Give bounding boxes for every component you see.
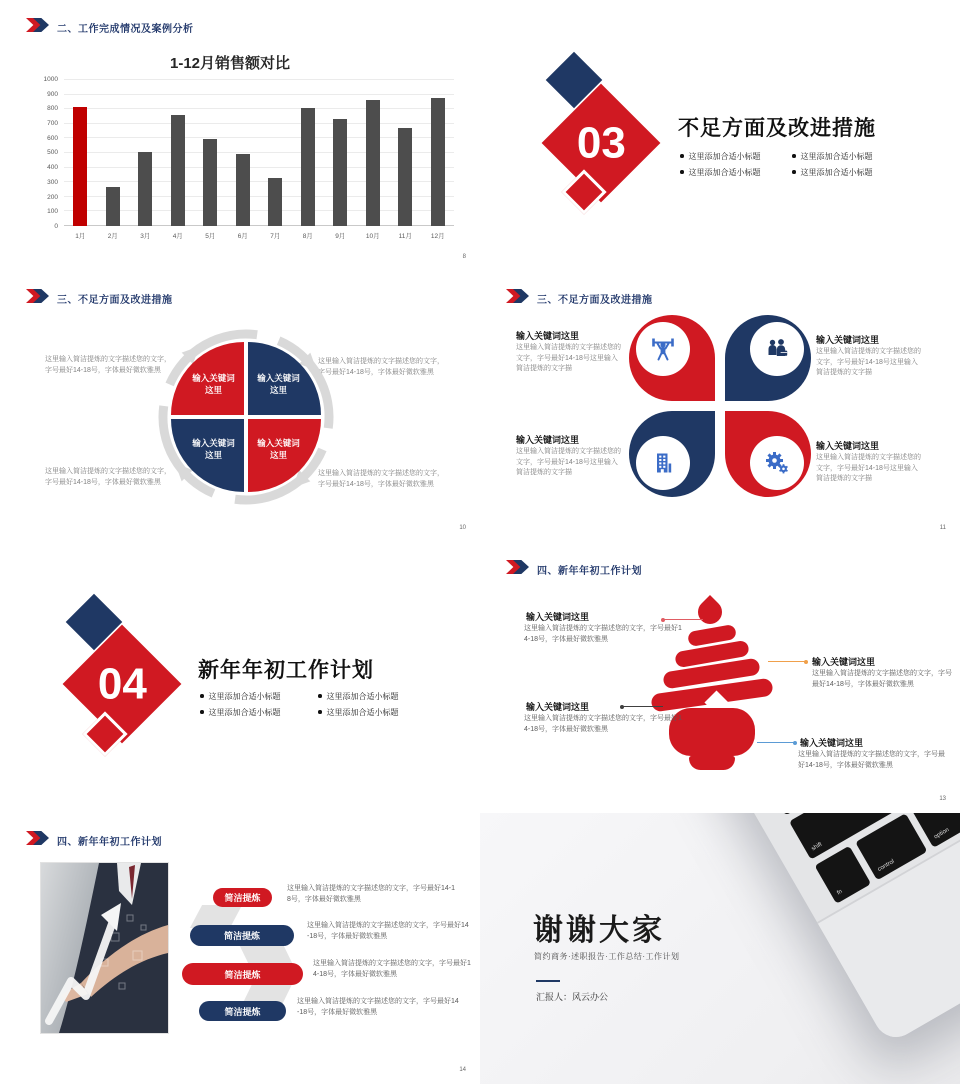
callout-connector (768, 661, 806, 662)
section-title: 新年年初工作计划 (198, 659, 374, 682)
pill-label: 简洁提炼 (199, 1001, 286, 1021)
thanks-subtitle: 简约商务·述职报告·工作总结·工作计划 (534, 952, 680, 961)
callout-heading: 输入关键词这里 (526, 612, 590, 622)
callout-connector (622, 706, 663, 707)
callout-heading: 输入关键词这里 (526, 702, 590, 712)
header-title: 三、不足方面及改进措施 (57, 295, 173, 306)
bullet-item: 这里添加合适小标题 (200, 704, 318, 720)
keyword-heading: 输入关键词这里 (816, 441, 880, 451)
callout-heading: 输入关键词这里 (800, 738, 864, 748)
slide-12-divider[interactable] (0, 542, 480, 813)
slide-14-plan[interactable] (0, 813, 480, 1084)
page-number: 13 (939, 796, 946, 802)
pill-description: 这里输入简洁提炼的文字描述您的文字，字号最好14-18号，字体最好微软雅黑 (297, 998, 459, 1016)
slide-11-petals[interactable] (480, 271, 960, 542)
callout-connector (757, 742, 795, 743)
slide-15-thanks[interactable] (480, 813, 960, 1084)
section-number: 04 (97, 658, 147, 708)
bullet-item: 这里添加合适小标题 (318, 688, 436, 704)
pill-label: 简洁提炼 (182, 963, 303, 985)
page-number: 11 (939, 525, 946, 531)
header-title: 三、不足方面及改进措施 (537, 295, 653, 306)
pill-label: 简洁提炼 (213, 888, 272, 907)
chart-y-axis: 1000 900 800 700 600 500 400 300 200 100 0 (43, 76, 58, 230)
petal-shape (725, 411, 811, 497)
header-title: 二、工作完成情况及案例分析 (57, 24, 194, 35)
chevron-double-icon (506, 289, 529, 308)
header-title: 四、新年年初工作计划 (537, 566, 642, 577)
slide-9-divider[interactable] (480, 0, 960, 271)
chart-x-labels: 1月 2月 3月 4月 5月 6月 7月 8月 9月 10月 11月 12月 (75, 233, 445, 240)
page-number: 8 (462, 254, 466, 260)
pill-description: 这里输入简洁提炼的文字描述您的文字，字号最好14-18号，字体最好微软雅黑 (287, 885, 456, 903)
chevron-double-icon (26, 289, 49, 308)
slide-header (506, 289, 653, 308)
quadrant-keyword: 输入关键词 这里 (248, 342, 321, 415)
description-text: 这里输入简洁提炼的文字描述您的文字， 字号最好14-18号，字体最好微软雅黑 (45, 356, 171, 374)
presenter-name: 汇报人：风云办公 (536, 992, 609, 1002)
petal-shape (629, 315, 715, 401)
weightlifter-icon (636, 322, 690, 376)
keyword-body: 这里输入简洁提炼的文字描述您的文字，字号最好14-18号这里输入简洁提炼的文字描 (816, 348, 921, 376)
quadrant-keyword: 输入关键词 这里 (171, 342, 244, 415)
building-icon (636, 436, 690, 490)
thanks-title: 谢谢大家 (533, 914, 665, 947)
callout-heading: 输入关键词这里 (812, 657, 876, 667)
bullet-item: 这里添加合适小标题 (792, 164, 904, 180)
quadrant-keyword: 输入关键词 这里 (171, 419, 244, 492)
slide-header (506, 560, 642, 579)
keyword-body: 这里输入简洁提炼的文字描述您的文字，字号最好14-18号这里输入简洁提炼的文字描 (516, 344, 621, 372)
petal-diagram (629, 315, 811, 497)
pill-description: 这里输入简洁提炼的文字描述您的文字，字号最好14-18号，字体最好微软雅黑 (313, 960, 471, 978)
bullet-item: 这里添加合适小标题 (680, 164, 792, 180)
bullet-item: 这里添加合适小标题 (680, 148, 792, 164)
page-number: 14 (459, 1067, 466, 1073)
callout-body: 这里输入简洁提炼的文字描述您的文字，字号最好14-18号，字体最好微软雅黑 (798, 751, 945, 769)
section-title: 不足方面及改进措施 (678, 117, 876, 140)
slide-header (26, 289, 173, 308)
chevron-double-icon (26, 18, 49, 37)
chart-title: 1-12月销售额对比 (169, 55, 291, 72)
bullet-list (680, 148, 904, 180)
bar-chart (43, 76, 454, 240)
callout-body: 这里输入简洁提炼的文字描述您的文字，字号最好14-18号，字体最好微软雅黑 (524, 625, 682, 643)
keyword-heading: 输入关键词这里 (516, 331, 580, 341)
slide-header (26, 18, 194, 37)
callout-connector (663, 619, 703, 620)
quadrant-keyword: 输入关键词 这里 (248, 419, 321, 492)
chevron-double-icon (506, 560, 529, 579)
petal-shape (629, 411, 715, 497)
business-meeting-icon (750, 322, 804, 376)
bullet-item: 这里添加合适小标题 (318, 704, 436, 720)
divider-line (536, 980, 560, 982)
bullet-item: 这里添加合适小标题 (792, 148, 904, 164)
businessman-photo (41, 863, 168, 1033)
chart-bars (64, 80, 454, 226)
cycle-diagram (171, 342, 321, 492)
chevron-double-icon (26, 831, 49, 850)
callout-body: 这里输入简洁提炼的文字描述您的文字，字号最好14-18号，字体最好微软雅黑 (812, 670, 952, 688)
keyboard-keys: shift fn control option (608, 813, 960, 904)
page-number: 10 (459, 525, 466, 531)
callout-body: 这里输入简洁提炼的文字描述您的文字，字号最好14-18号，字体最好微软雅黑 (524, 715, 682, 733)
keyword-heading: 输入关键词这里 (516, 435, 580, 445)
keyword-heading: 输入关键词这里 (816, 335, 880, 345)
bullet-item: 这里添加合适小标题 (200, 688, 318, 704)
keyword-body: 这里输入简洁提炼的文字描述您的文字，字号最好14-18号这里输入简洁提炼的文字描 (516, 448, 621, 476)
pill-label: 简洁提炼 (190, 925, 294, 946)
header-title: 四、新年年初工作计划 (57, 837, 162, 848)
bullet-list (200, 688, 436, 720)
slide-8-chart[interactable] (0, 0, 480, 271)
section-number-diamond (542, 84, 661, 203)
pill-description: 这里输入简洁提炼的文字描述您的文字，字号最好14-18号，字体最好微软雅黑 (307, 922, 469, 940)
description-text: 这里输入简洁提炼的文字描述您的文字， 字号最好14-18号，字体最好微软雅黑 (318, 470, 444, 488)
section-number-diamond (63, 625, 182, 744)
keyword-body: 这里输入简洁提炼的文字描述您的文字，字号最好14-18号这里输入简洁提炼的文字描 (816, 454, 921, 482)
petal-shape (725, 315, 811, 401)
description-text: 这里输入简洁提炼的文字描述您的文字， 字号最好14-18号，字体最好微软雅黑 (318, 358, 444, 376)
description-text: 这里输入简洁提炼的文字描述您的文字， 字号最好14-18号，字体最好微软雅黑 (45, 468, 171, 486)
slide-header (26, 831, 162, 850)
gears-icon (750, 436, 804, 490)
slide-10-cycle[interactable] (0, 271, 480, 542)
section-number: 03 (576, 117, 626, 167)
slide-13-swirl[interactable] (480, 542, 960, 813)
